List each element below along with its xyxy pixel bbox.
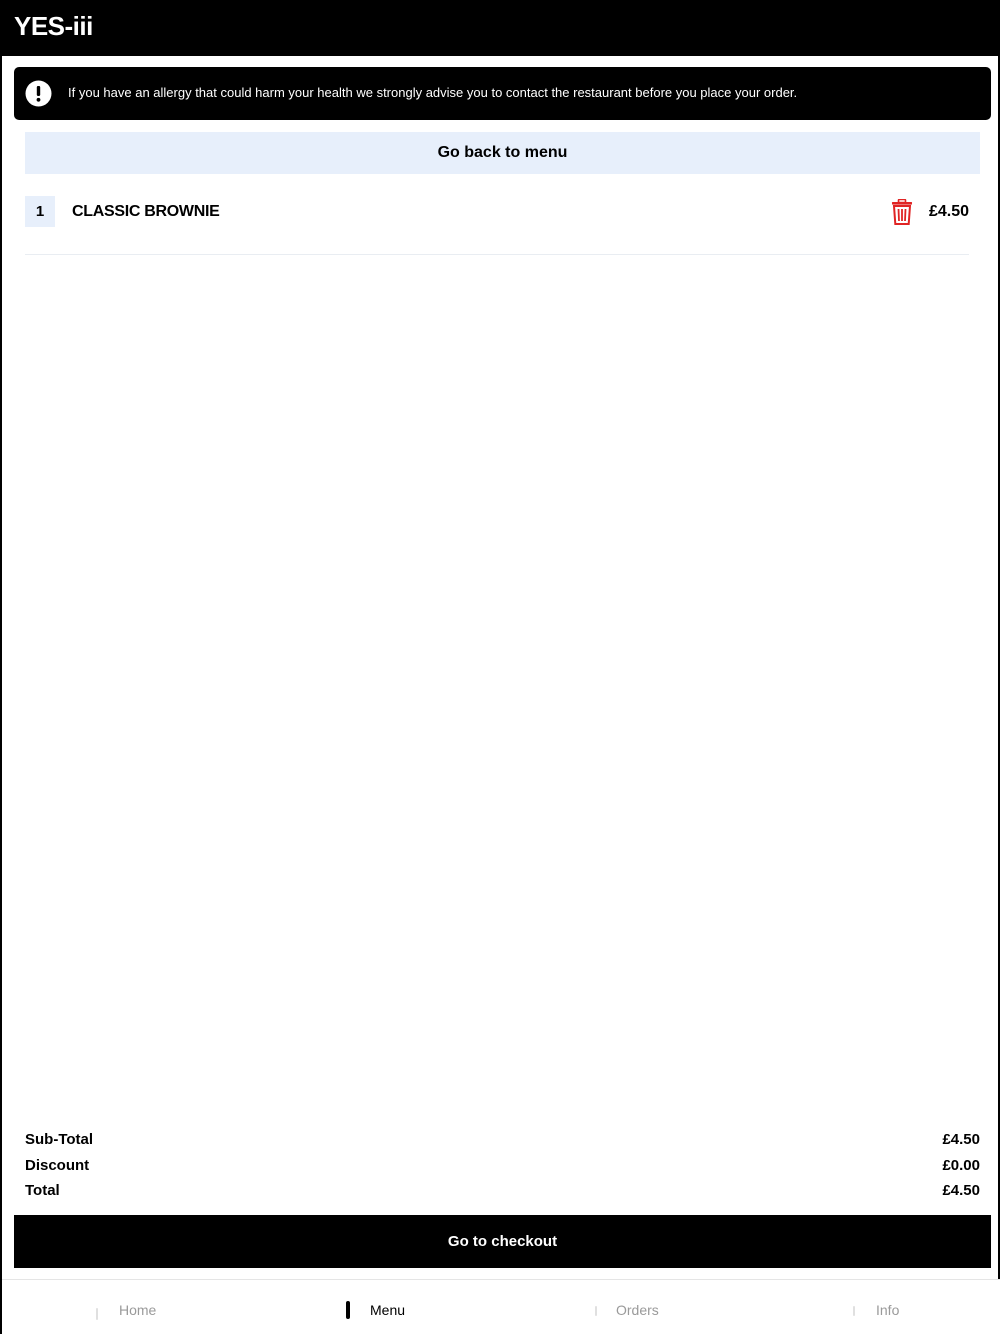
- subtotal-label: Sub-Total: [25, 1131, 94, 1149]
- discount-value: £0.00: [942, 1156, 980, 1174]
- go-to-checkout-button[interactable]: Go to checkout: [14, 1215, 991, 1268]
- nav-item-info[interactable]: [752, 1280, 1000, 1334]
- nav-label-orders: Orders: [616, 1302, 659, 1318]
- app-header: [2, 0, 1000, 56]
- info-indicator-icon: [853, 1306, 855, 1316]
- item-name: CLASSIC BROWNIE: [72, 203, 220, 220]
- total-row: [25, 1178, 980, 1204]
- subtotal-value: £4.50: [942, 1131, 980, 1149]
- go-back-to-menu-button[interactable]: Go back to menu: [25, 132, 980, 174]
- menu-indicator-icon: [346, 1301, 350, 1319]
- allergy-notice-text: If you have an allergy that could harm your health we strongly advise you to contact the restaurant before you place your order.: [68, 85, 798, 100]
- allergy-notice: [14, 67, 991, 120]
- discount-label: Discount: [25, 1156, 90, 1174]
- home-indicator-icon: [96, 1308, 98, 1320]
- nav-label-menu: Menu: [370, 1302, 406, 1318]
- nav-item-menu[interactable]: [252, 1280, 502, 1334]
- discount-row: [25, 1153, 980, 1179]
- order-totals: [25, 1127, 980, 1204]
- exclamation-circle-icon: [25, 80, 52, 107]
- trash-icon[interactable]: [891, 199, 913, 225]
- cart-item: [25, 190, 969, 255]
- subtotal-row: [25, 1127, 980, 1153]
- item-price: £4.50: [928, 203, 969, 220]
- nav-label-info: Info: [876, 1302, 900, 1318]
- nav-item-home[interactable]: [2, 1280, 252, 1334]
- brand-title: YES-iii: [14, 11, 93, 41]
- orders-indicator-icon: [595, 1306, 597, 1316]
- nav-label-home: Home: [119, 1302, 157, 1318]
- total-label: Total: [25, 1182, 60, 1200]
- bottom-nav: [2, 1279, 1000, 1334]
- total-value: £4.50: [942, 1182, 980, 1200]
- item-quantity[interactable]: 1: [25, 196, 55, 227]
- nav-item-orders[interactable]: [502, 1280, 752, 1334]
